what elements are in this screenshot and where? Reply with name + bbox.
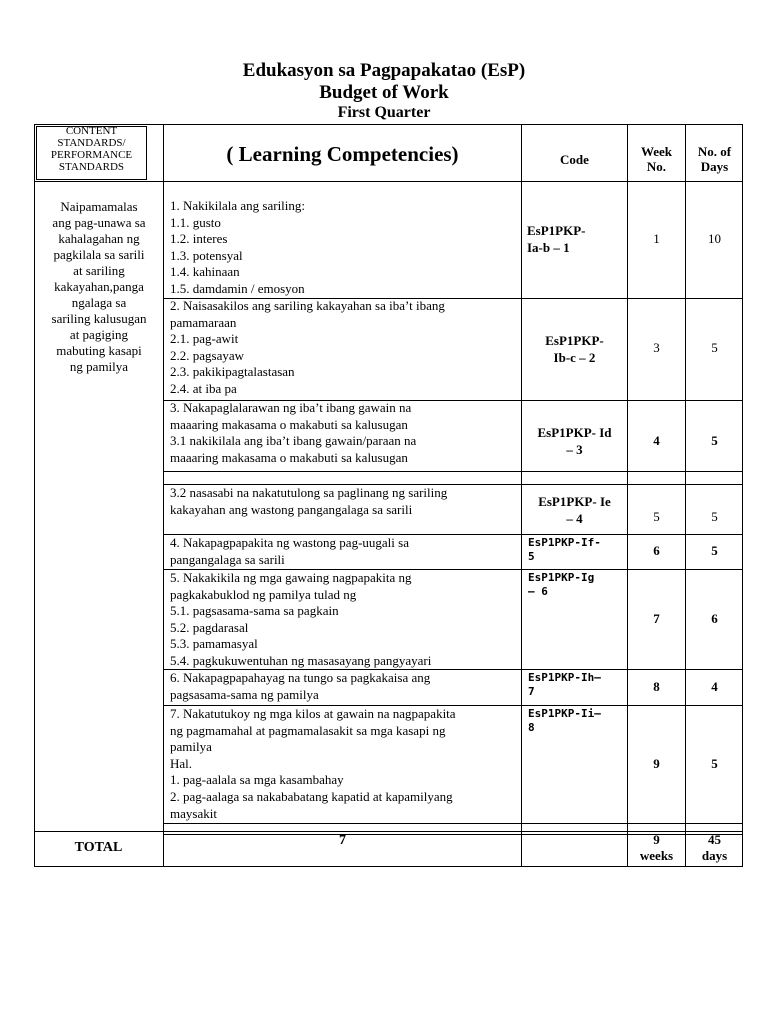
total-weeks: 9 weeks bbox=[639, 832, 674, 863]
week-row-4: 5 bbox=[653, 509, 660, 524]
quarter-label: First Quarter bbox=[337, 104, 431, 121]
days-row-2: 5 bbox=[711, 340, 718, 355]
days-row-7: 4 bbox=[711, 679, 718, 694]
code-row-2: EsP1PKP- Ib-c – 2 bbox=[545, 333, 604, 365]
row-divider bbox=[163, 823, 743, 824]
code-row-6: EsP1PKP-Ig – 6 bbox=[528, 571, 595, 598]
week-header: Week No. bbox=[640, 144, 673, 174]
week-row-6: 7 bbox=[653, 611, 660, 626]
competency-row-6: 5. Nakakikila ng mga gawaing nagpapakita ng pagkakabuklod ng pamilya tulad ng 5.1. pagsasama-sama sa pagkain 5.2. pagdarasal 5.3. pamamasyal 5.4. pagkukuwentuhan ng masasayang pangyayari bbox=[170, 570, 432, 668]
competency-row-5: 4. Nakapagpapakita ng wastong pag-uugali sa pangangalaga sa sarili bbox=[170, 535, 409, 567]
total-days: 45 days bbox=[701, 832, 728, 863]
code-row-5: EsP1PKP-If- 5 bbox=[528, 536, 601, 563]
competency-row-1: 1. Nakikilala ang sariling: 1.1. gusto 1.2. interes 1.3. potensyal 1.4. kahinaan 1.5. damdamin / emosyon bbox=[170, 198, 306, 296]
week-row-1: 1 bbox=[653, 231, 660, 246]
code-row-3: EsP1PKP- Id – 3 bbox=[537, 425, 612, 457]
days-row-5: 5 bbox=[711, 543, 718, 558]
competency-row-8: 7. Nakatutukoy ng mga kilos at gawain na nagpapakita ng pagmamahal at pagmamalasakit sa mga kasapi ng pamilya Hal. 1. pag-aalala sa mga kasambahay 2. pag-aalaga sa nakababatang kapatid at kapamilyang maysakit bbox=[170, 706, 456, 821]
row-divider bbox=[163, 471, 743, 472]
code-row-8: EsP1PKP-Ii– 8 bbox=[528, 707, 601, 734]
week-row-8: 9 bbox=[653, 756, 660, 771]
total-competencies: 7 bbox=[339, 833, 346, 848]
week-row-7: 8 bbox=[653, 679, 660, 694]
document-title: Edukasyon sa Pagpapakatao (EsP) bbox=[242, 60, 526, 81]
week-row-5: 6 bbox=[653, 543, 660, 558]
content-standards-text: Naipamamalas ang pag-unawa sa kahalagahan ng pagkilala sa sarili at sariling kakayahan,panga ngalaga sa sariling kalusugan at pagiging mabuting kasapi ng pamilya bbox=[51, 199, 147, 374]
days-row-1: 10 bbox=[708, 231, 721, 246]
code-row-4: EsP1PKP- Ie – 4 bbox=[538, 494, 611, 526]
days-row-8: 5 bbox=[711, 756, 718, 771]
standards-header: CONTENT STANDARDS/ PERFORMANCE STANDARDS bbox=[50, 125, 133, 173]
code-row-1: EsP1PKP- Ia-b – 1 bbox=[527, 223, 586, 255]
code-row-7: EsP1PKP-Ih– 7 bbox=[528, 671, 601, 698]
competency-row-7: 6. Nakapagpapahayag na tungo sa pagkakaisa ang pagsasama-sama ng pamilya bbox=[170, 670, 431, 702]
days-row-6: 6 bbox=[711, 611, 718, 626]
total-label: TOTAL bbox=[74, 840, 123, 855]
header-divider bbox=[34, 181, 743, 182]
days-row-4: 5 bbox=[711, 509, 718, 524]
document-subtitle: Budget of Work bbox=[319, 82, 449, 103]
days-header: No. of Days bbox=[697, 144, 732, 174]
competency-row-4: 3.2 nasasabi na nakatutulong sa paglinang ng sariling kakayahan ang wastong pangangalaga sa sarili bbox=[170, 485, 448, 517]
code-header: Code bbox=[560, 152, 589, 167]
days-row-3: 5 bbox=[711, 433, 718, 448]
competencies-header: ( Learning Competencies) bbox=[226, 142, 459, 166]
competency-row-2: 2. Naisasakilos ang sariling kakayahan sa iba’t ibang pamamaraan 2.1. pag-awit 2.2. pagsayaw 2.3. pakikipagtalastasan 2.4. at iba pa bbox=[170, 298, 445, 396]
week-row-2: 3 bbox=[653, 340, 660, 355]
competency-row-3: 3. Nakapaglalarawan ng iba’t ibang gawain na maaaring makasama o makabuti sa kalusugan 3.1 nakikilala ang iba’t ibang gawain/paraan na maaaring makasama o makabuti sa kalusugan bbox=[170, 400, 417, 465]
col-divider-1 bbox=[163, 124, 164, 867]
week-row-3: 4 bbox=[653, 433, 660, 448]
